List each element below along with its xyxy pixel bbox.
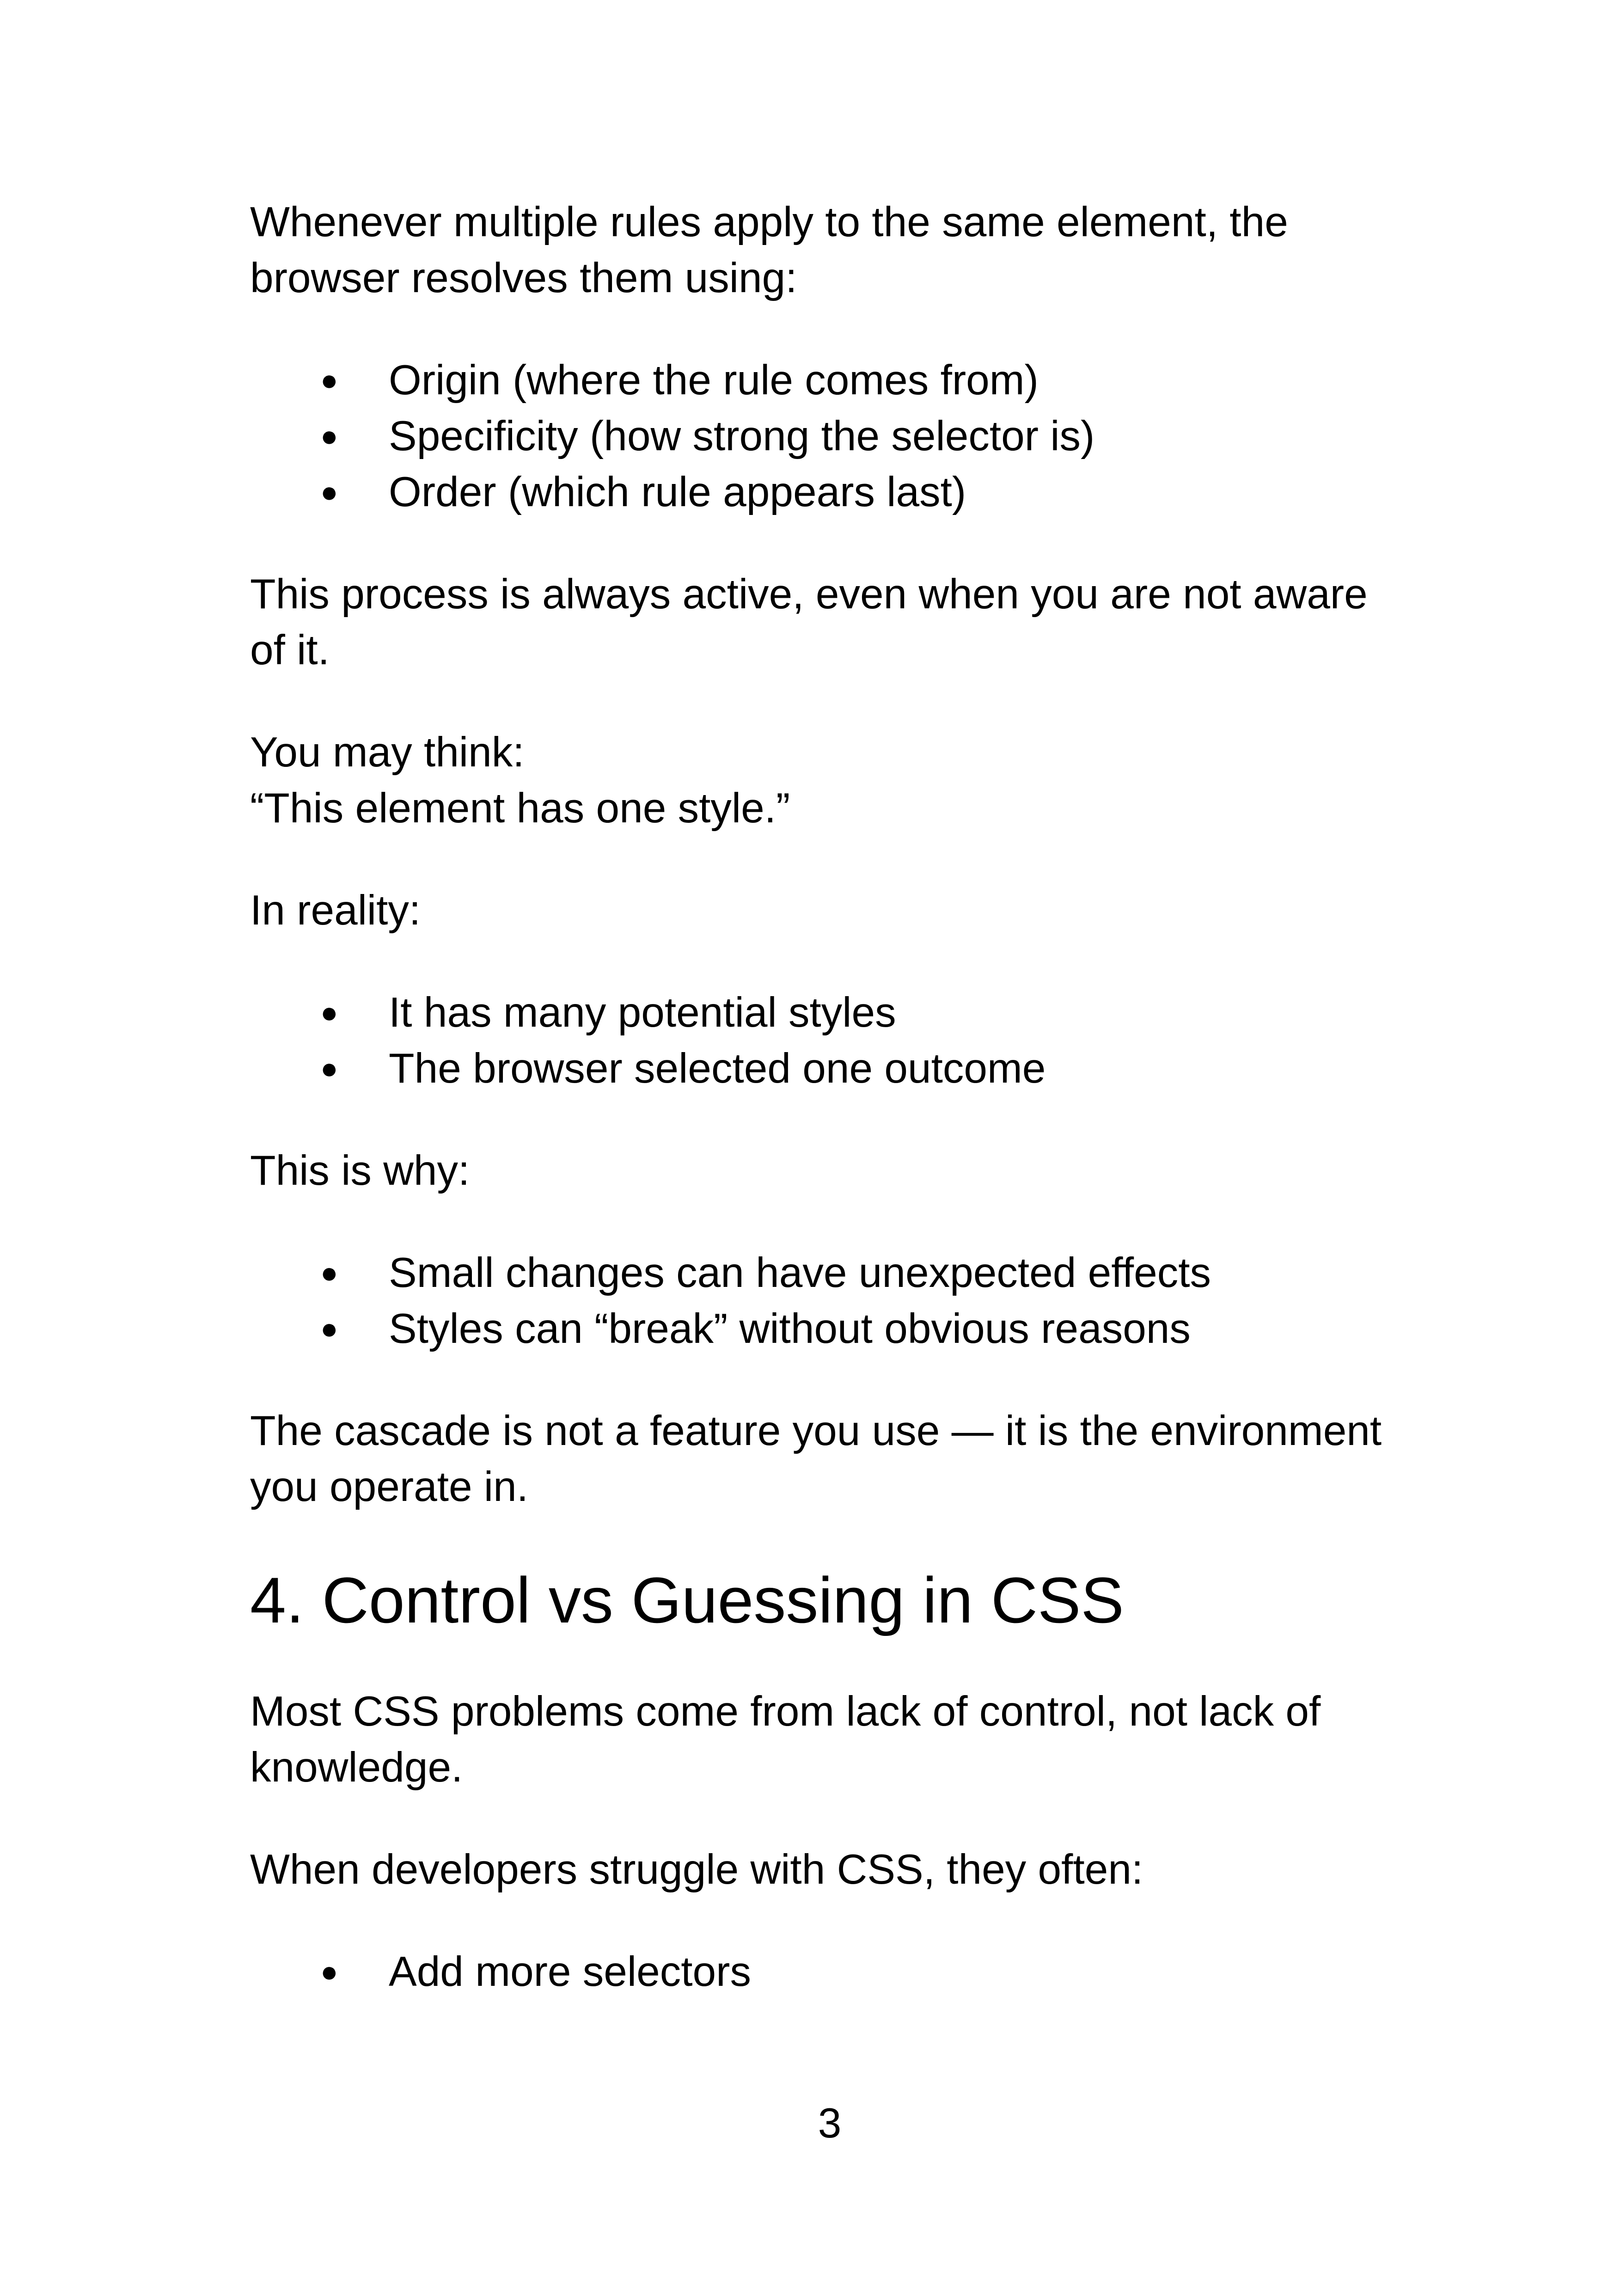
paragraph-line: knowledge. xyxy=(250,1744,463,1791)
bullet-list-resolution xyxy=(250,352,1406,520)
list-item-text: Add more selectors xyxy=(389,1948,751,1995)
paragraph-line: of it. xyxy=(250,627,330,673)
list-item xyxy=(250,408,1406,464)
paragraph-css-problems xyxy=(250,1684,1406,1795)
paragraph-line: “This element has one style.” xyxy=(250,785,790,832)
bullet-icon: ● xyxy=(320,1955,338,1988)
paragraph-line: When developers struggle with CSS, they often: xyxy=(250,1846,1143,1893)
paragraph-line: Whenever multiple rules apply to the same element, the xyxy=(250,199,1288,245)
list-item-text: Styles can “break” without obvious reasons xyxy=(389,1305,1191,1352)
paragraph-this-is-why xyxy=(250,1143,1406,1199)
paragraph-you-may-think xyxy=(250,724,1406,836)
list-item-text: The browser selected one outcome xyxy=(389,1045,1046,1092)
list-item-text: Specificity (how strong the selector is) xyxy=(389,413,1095,459)
list-item xyxy=(250,464,1406,520)
bullet-list-why xyxy=(250,1245,1406,1357)
section-heading: 4. Control vs Guessing in CSS xyxy=(250,1564,1124,1636)
paragraph-cascade-environment xyxy=(250,1403,1406,1515)
list-item-text: It has many potential styles xyxy=(389,989,896,1036)
bullet-icon: ● xyxy=(320,1256,338,1289)
paragraph-line: you operate in. xyxy=(250,1463,529,1510)
paragraph-in-reality xyxy=(250,882,1406,938)
paragraph-line: Most CSS problems come from lack of control, not lack of xyxy=(250,1688,1321,1735)
paragraph-line: browser resolves them using: xyxy=(250,255,797,301)
bullet-icon: ● xyxy=(320,996,338,1029)
paragraph-line: In reality: xyxy=(250,887,421,934)
paragraph-developers-struggle xyxy=(250,1842,1406,1898)
list-item xyxy=(250,1041,1406,1096)
bullet-icon: ● xyxy=(320,1052,338,1085)
list-item xyxy=(250,1301,1406,1357)
paragraph-intro xyxy=(250,194,1406,306)
paragraph-line: This is why: xyxy=(250,1147,470,1194)
list-item-text: Order (which rule appears last) xyxy=(389,469,966,515)
list-item xyxy=(250,1944,1406,2000)
paragraph-line: You may think: xyxy=(250,729,525,776)
list-item-text: Origin (where the rule comes from) xyxy=(389,357,1039,404)
bullet-icon: ● xyxy=(320,363,338,397)
list-item-text: Small changes can have unexpected effects xyxy=(389,1249,1211,1296)
page-content xyxy=(250,194,1406,2046)
bullet-icon: ● xyxy=(320,1312,338,1345)
paragraph-line: The cascade is not a feature you use — it is the environment xyxy=(250,1408,1382,1454)
bullet-icon: ● xyxy=(320,475,338,508)
list-item xyxy=(250,1245,1406,1301)
bullet-icon: ● xyxy=(320,419,338,453)
paragraph-line: This process is always active, even when you are not aware xyxy=(250,571,1368,618)
bullet-list-struggle xyxy=(250,1944,1406,2000)
page-number: 3 xyxy=(818,2100,842,2147)
paragraph-always-active xyxy=(250,566,1406,678)
list-item xyxy=(250,352,1406,408)
list-item xyxy=(250,985,1406,1041)
bullet-list-reality xyxy=(250,985,1406,1096)
